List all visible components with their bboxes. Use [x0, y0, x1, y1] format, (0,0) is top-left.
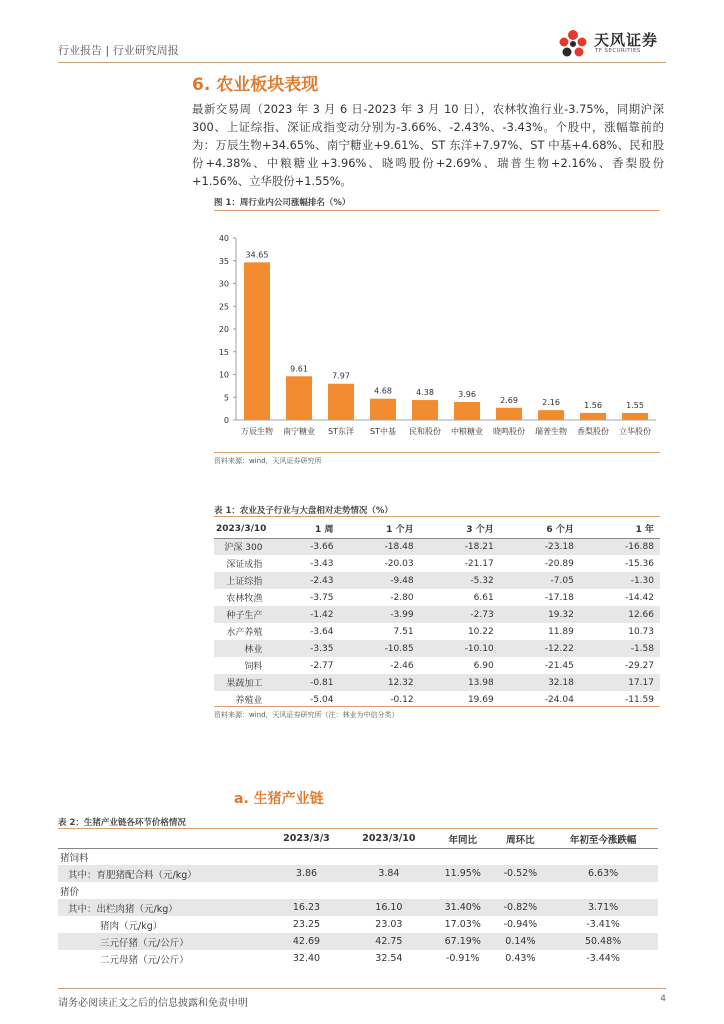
table-cell: -1.30: [580, 572, 660, 589]
table-cell: -14.42: [624, 592, 654, 603]
table2: [58, 830, 658, 967]
table-cell: 42.75: [345, 933, 433, 950]
table-cell: 12.66: [580, 606, 660, 623]
bar: [328, 384, 354, 420]
table-cell: -3.41%: [586, 919, 620, 930]
table1: [214, 520, 660, 708]
x-tick-label: 中粮糖业: [451, 427, 483, 436]
table-cell: 6.63%: [548, 865, 658, 882]
table-row: [214, 606, 660, 623]
table-cell: -18.21: [420, 538, 500, 555]
bar: [244, 262, 270, 420]
table-cell: 67.19%: [433, 933, 493, 950]
table-cell: -9.48: [339, 572, 419, 589]
y-tick-label: 40: [218, 234, 229, 243]
bar: [286, 376, 312, 420]
data-label: 3.96: [458, 389, 476, 399]
x-tick-label: 瑞普生物: [535, 427, 567, 436]
table-cell: 23.03: [375, 919, 403, 930]
table-cell: [548, 882, 658, 899]
subsection-title: a. 生猪产业链: [234, 791, 324, 807]
table-cell: -1.42: [272, 606, 339, 623]
table-cell: 32.40: [292, 953, 321, 964]
table-cell: -2.43: [272, 572, 339, 589]
table-cell: 养殖业: [235, 696, 263, 706]
table-cell: 农林牧渔: [226, 594, 263, 604]
table-row: [58, 950, 658, 967]
table2-header-cell: 2023/3/3: [268, 830, 345, 848]
brand-logo: [556, 26, 666, 60]
table-row: [214, 555, 660, 572]
table-cell: 19.69: [467, 694, 494, 705]
bar: [538, 410, 564, 420]
table-cell: -21.17: [464, 558, 494, 569]
table-row: [214, 674, 660, 691]
table-cell: -5.04: [310, 694, 334, 705]
table-cell: -0.52%: [493, 865, 548, 882]
brand-name-en: TF SECURITIES: [595, 48, 641, 54]
table-cell: 3.71%: [548, 899, 658, 916]
table-row: [58, 865, 658, 882]
table-cell: -16.88: [580, 538, 660, 555]
table-cell: 果蔬加工: [214, 674, 272, 691]
table-cell: 猪肉（元/kg）: [100, 920, 163, 932]
table-row: [214, 623, 660, 640]
table-cell: -3.66: [272, 538, 339, 555]
bar: [370, 399, 396, 420]
table2-header-cell: [58, 830, 268, 848]
brand-name: 天风证券: [594, 31, 659, 49]
table-cell: -0.91%: [445, 953, 480, 964]
table-cell: 猪饲料: [60, 852, 89, 864]
table-cell: 32.18: [500, 674, 580, 691]
table-cell: -3.44%: [586, 953, 620, 964]
data-label: 4.68: [374, 386, 392, 396]
table-cell: 16.23: [268, 899, 345, 916]
table-cell: -20.89: [544, 558, 574, 569]
table-cell: 沪深 300: [214, 538, 272, 555]
data-label: 4.38: [416, 388, 434, 398]
table1-header-cell: 1 年: [580, 520, 660, 538]
table-row: [214, 640, 660, 657]
y-tick-label: 30: [218, 279, 229, 289]
table-cell: -2.73: [420, 606, 500, 623]
x-tick-label: 民和股份: [409, 427, 441, 436]
table-cell: [493, 848, 548, 865]
table-cell: -11.59: [624, 694, 654, 705]
table1-header-cell: 6 个月: [500, 520, 580, 538]
table-cell: -18.48: [339, 538, 419, 555]
table-cell: -2.80: [390, 592, 414, 603]
table-cell: 深证成指: [226, 560, 263, 570]
y-tick-label: 10: [218, 370, 229, 380]
figure-top-rule: [214, 210, 660, 211]
table-cell: 其中：出栏肉猪（元/kg）: [58, 899, 268, 916]
table-cell: 10.73: [628, 626, 654, 637]
table-row: [214, 589, 660, 606]
table-cell: -3.43: [310, 558, 334, 569]
table-cell: 17.03%: [444, 919, 481, 930]
bar: [412, 400, 438, 420]
bar: [454, 402, 480, 420]
data-label: 9.61: [290, 364, 308, 374]
figure-source: 资料来源：wind，天风证券研究所: [214, 457, 322, 465]
table-cell: 31.40%: [433, 899, 493, 916]
table-row: [58, 916, 658, 933]
table-cell: 50.48%: [548, 933, 658, 950]
y-tick-label: 0: [223, 416, 229, 425]
table2-header-cell: 年同比: [433, 830, 493, 848]
table-cell: -1.58: [580, 640, 660, 657]
table1-header-cell: 3 个月: [420, 520, 500, 538]
y-tick-label: 20: [218, 325, 229, 334]
table1-header-row: [214, 520, 660, 538]
table-cell: -12.22: [500, 640, 580, 657]
table2-header-cell: 年初至今涨跌幅: [548, 830, 658, 848]
table-cell: [433, 882, 493, 899]
table-cell: -20.03: [384, 558, 414, 569]
table-cell: -2.46: [390, 660, 414, 671]
table-cell: 11.95%: [433, 865, 493, 882]
bar-chart: [208, 212, 664, 444]
table1-source: 资料来源：wind，天风证券研究所（注：林业为中信分类）: [214, 711, 399, 719]
table-cell: 13.98: [420, 674, 500, 691]
table-cell: 16.10: [345, 899, 433, 916]
bar: [622, 413, 648, 420]
footer-divider: [58, 988, 666, 989]
footer-disclaimer: 请务必阅读正文之后的信息披露和免责申明: [58, 998, 248, 1009]
table-cell: [268, 882, 345, 899]
table-cell: 7.51: [393, 626, 414, 637]
table-cell: 饲料: [244, 662, 263, 672]
section-paragraph: 最新交易周（2023 年 3 月 6 日-2023 年 3 月 10 日），农林牧渔行业-3.75%，同期沪深 300、上证综指、深证成指变动分别为-3.66%、-2.43%、-3.43%。个股中，涨幅靠前的为：万辰生物+34.65%、南宁糖业+9.61%、ST 东洋+7.97%、ST 中基+4.68%、民和股份+4.38%、中粮糖业+3.96%、晓鸣股份+2.69%、瑞普生物+2.16%、香梨股份+1.56%、立华股份+1.55%。: [192, 102, 664, 188]
table-cell: [345, 848, 433, 865]
table1-header-cell: 1 个月: [339, 520, 419, 538]
table-cell: -0.82%: [493, 899, 548, 916]
table-cell: 10.22: [467, 626, 494, 637]
table-cell: 11.89: [548, 626, 574, 637]
table-cell: -23.18: [500, 538, 580, 555]
table-cell: 19.32: [500, 606, 580, 623]
table-cell: 42.69: [268, 933, 345, 950]
table-cell: -3.64: [310, 626, 334, 637]
x-tick-label: ST中基: [370, 427, 396, 436]
table-cell: 二元母猪（元/公斤）: [100, 954, 189, 966]
x-tick-label: 香梨股份: [577, 427, 609, 436]
table-cell: 三元仔猪（元/公斤）: [58, 933, 268, 950]
page-number: 4: [660, 994, 666, 1004]
table-row: [58, 933, 658, 950]
y-tick-label: 5: [223, 393, 229, 403]
table-cell: -0.12: [390, 694, 414, 705]
x-tick-label: ST东洋: [328, 427, 354, 436]
table-cell: 种子生产: [214, 606, 272, 623]
table-cell: 3.86: [268, 865, 345, 882]
table-cell: [548, 848, 658, 865]
table2-caption: 表 2：生猪产业链各环节价格情况: [58, 818, 186, 828]
table-cell: -17.18: [544, 592, 574, 603]
table-cell: 6.61: [473, 592, 494, 603]
table2-header-cell: 周环比: [493, 830, 548, 848]
table1-caption: 表 1：农业及子行业与大盘相对走势情况（%）: [214, 506, 393, 516]
data-label: 1.56: [584, 400, 602, 410]
x-tick-label: 晓鸣股份: [493, 427, 525, 436]
bar: [580, 413, 606, 420]
table-cell: 12.32: [339, 674, 419, 691]
header-divider: [58, 62, 666, 63]
table1-header-cell: 1 周: [272, 520, 339, 538]
table-cell: 23.25: [292, 919, 321, 930]
table-cell: [433, 848, 493, 865]
table-row: [58, 848, 658, 865]
section-title: 6. 农业板块表现: [192, 75, 319, 95]
table-cell: 猪价: [60, 886, 80, 898]
table-cell: [493, 882, 548, 899]
table-cell: 林业: [214, 640, 272, 657]
table2-top-rule: [58, 828, 658, 829]
table-cell: 0.43%: [505, 953, 536, 964]
table-cell: -3.99: [339, 606, 419, 623]
report-header: 行业报告 | 行业研究周报: [58, 44, 179, 57]
table-cell: -7.05: [500, 572, 580, 589]
table-cell: -29.27: [624, 660, 654, 671]
data-label: 2.69: [500, 395, 518, 405]
data-label: 7.97: [332, 371, 350, 381]
table-cell: -10.10: [420, 640, 500, 657]
figure-caption: 图 1：周行业内公司涨幅排名（%）: [214, 198, 351, 208]
x-tick-label: 南宁糖业: [283, 427, 315, 436]
table-cell: -5.32: [420, 572, 500, 589]
brand-logo-icon: [556, 26, 590, 60]
table-cell: 17.17: [580, 674, 660, 691]
table-cell: -24.04: [544, 694, 574, 705]
table-row: [58, 882, 658, 899]
table1-header-cell: 2023/3/10: [214, 520, 272, 538]
table-cell: -15.36: [624, 558, 654, 569]
y-tick-label: 35: [218, 256, 229, 266]
x-tick-label: 立华股份: [619, 427, 651, 436]
table-cell: 水产养殖: [226, 628, 263, 638]
table-cell: 0.14%: [493, 933, 548, 950]
table-cell: 上证综指: [214, 572, 272, 589]
table-cell: -10.85: [339, 640, 419, 657]
table-cell: -21.45: [544, 660, 574, 671]
data-label: 34.65: [245, 250, 269, 260]
table-cell: -0.94%: [503, 919, 538, 930]
table-cell: -3.75: [310, 592, 334, 603]
bar: [496, 408, 522, 420]
data-label: 1.55: [626, 400, 644, 410]
table-cell: 32.54: [375, 953, 403, 964]
table-cell: -2.77: [310, 660, 334, 671]
table-cell: [345, 882, 433, 899]
table-cell: 6.90: [473, 660, 494, 671]
figure-bottom-rule: [214, 452, 660, 453]
table-cell: [268, 848, 345, 865]
table-cell: -0.81: [272, 674, 339, 691]
y-tick-label: 25: [218, 302, 229, 312]
table-row: [214, 538, 660, 555]
table-row: [58, 899, 658, 916]
x-tick-label: 万辰生物: [241, 427, 273, 436]
table2-header-row: [58, 830, 658, 848]
data-label: 2.16: [542, 398, 560, 408]
table1-bottom-rule: [214, 706, 660, 707]
table2-header-cell: 2023/3/10: [345, 830, 433, 848]
table-cell: 3.84: [345, 865, 433, 882]
table1-top-rule: [214, 516, 660, 517]
table-row: [214, 657, 660, 674]
y-tick-label: 15: [218, 347, 229, 357]
table-row: [214, 572, 660, 589]
table-cell: 其中：育肥猪配合料（元/kg）: [58, 865, 268, 882]
table-cell: -3.35: [272, 640, 339, 657]
